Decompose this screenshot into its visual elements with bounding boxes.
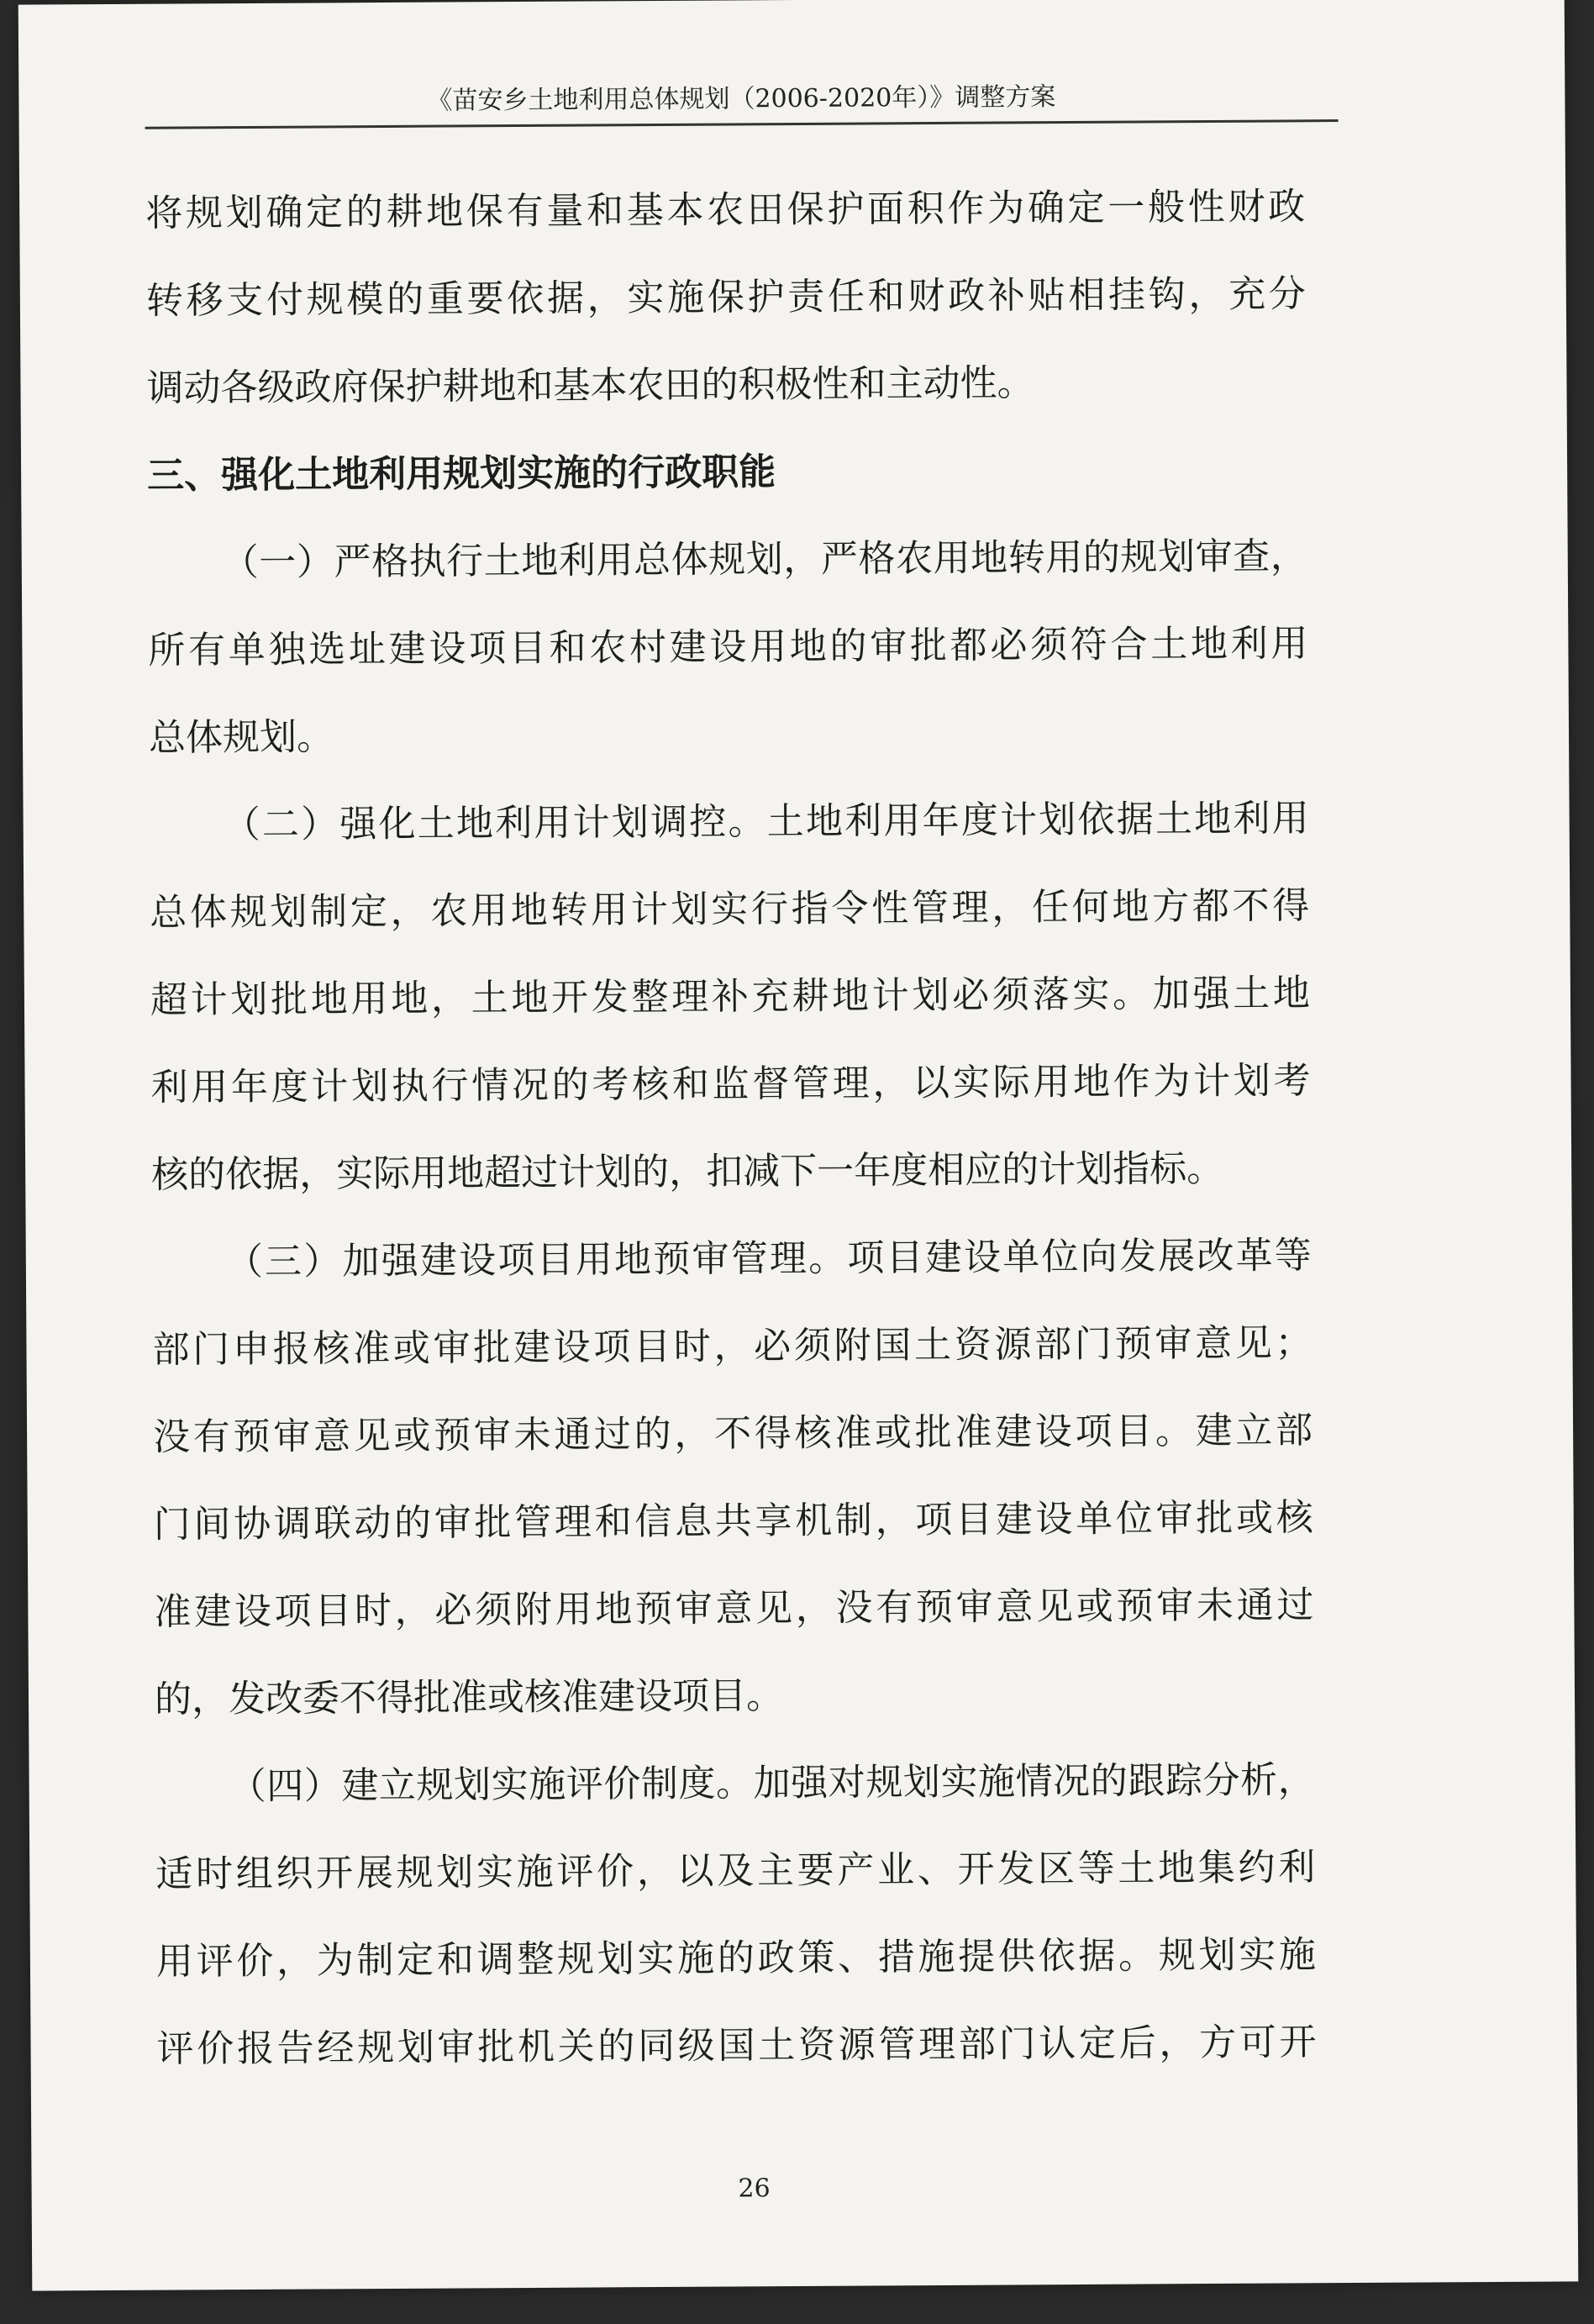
text-line: 核的依据，实际用地超过计划的，扣减下一年度相应的计划指标。: [151, 1146, 1224, 1197]
running-header: 《苗安乡土地利用总体规划（2006-2020年）》调整方案: [427, 82, 1056, 116]
document-page: [18, 0, 1579, 2291]
text-line: 所有单独选址建设项目和农村建设用地的审批都必须符合土地利用: [148, 622, 1308, 672]
header-divider: [145, 119, 1339, 129]
text-line: 准建设项目时，必须附用地预审意见，没有预审意见或预审未通过: [154, 1584, 1314, 1634]
text-line: 评价报告经规划审批机关的同级国土资源管理部门认定后，方可开: [156, 2021, 1317, 2071]
text-line: 用评价，为制定和调整规划实施的政策、措施提供依据。规划实施: [155, 1933, 1317, 1984]
text-line: 总体规划制定，农用地转用计划实行指令性管理，任何地方都不得: [150, 884, 1310, 935]
text-line: 门间协调联动的审批管理和信息共享机制，项目建设单位审批或核: [153, 1496, 1313, 1547]
body-text: [145, 163, 1317, 2093]
text-line: 将规划确定的耕地保有量和基本农田保护面积作为确定一般性财政: [145, 185, 1306, 235]
text-line: 调动各级政府保护耕地和基本农田的积极性和主动性。: [146, 361, 1034, 410]
text-line: 利用年度计划执行情况的考核和监督管理，以实际用地作为计划考: [150, 1059, 1311, 1109]
paragraph-first-line: （一）严格执行土地利用总体规划，严格农用地转用的规划审查，: [221, 535, 1307, 585]
text-line: 总体规划。: [148, 715, 334, 760]
text-line: 没有预审意见或预审未通过的，不得核准或批准建设项目。建立部: [152, 1409, 1313, 1459]
paragraph-first-line: （三）加强建设项目用地预审管理。项目建设单位向发展改革等: [225, 1234, 1312, 1284]
text-line: 转移支付规模的重要依据，实施保护责任和财政补贴相挂钩，充分: [145, 272, 1306, 323]
text-line: 部门申报核准或审批建设项目时，必须附国土资源部门预审意见；: [152, 1321, 1313, 1372]
paragraph-first-line: （四）建立规划实施评价制度。加强对规划实施情况的跟踪分析，: [229, 1758, 1315, 1809]
text-line: 的，发改委不得批准或核准建设项目。: [154, 1674, 784, 1721]
page-number: 26: [738, 2174, 771, 2204]
paragraph-first-line: （二）强化土地利用计划调控。土地利用年度计划依据土地利用: [223, 797, 1309, 847]
text-line: 超计划批地用地，土地开发整理补充耕地计划必须落实。加强土地: [150, 972, 1311, 1022]
text-line: 适时组织开展规划实施评价，以及主要产业、开发区等土地集约利: [155, 1846, 1316, 1896]
section-heading: 三、强化土地利用规划实施的行政职能: [146, 451, 776, 498]
